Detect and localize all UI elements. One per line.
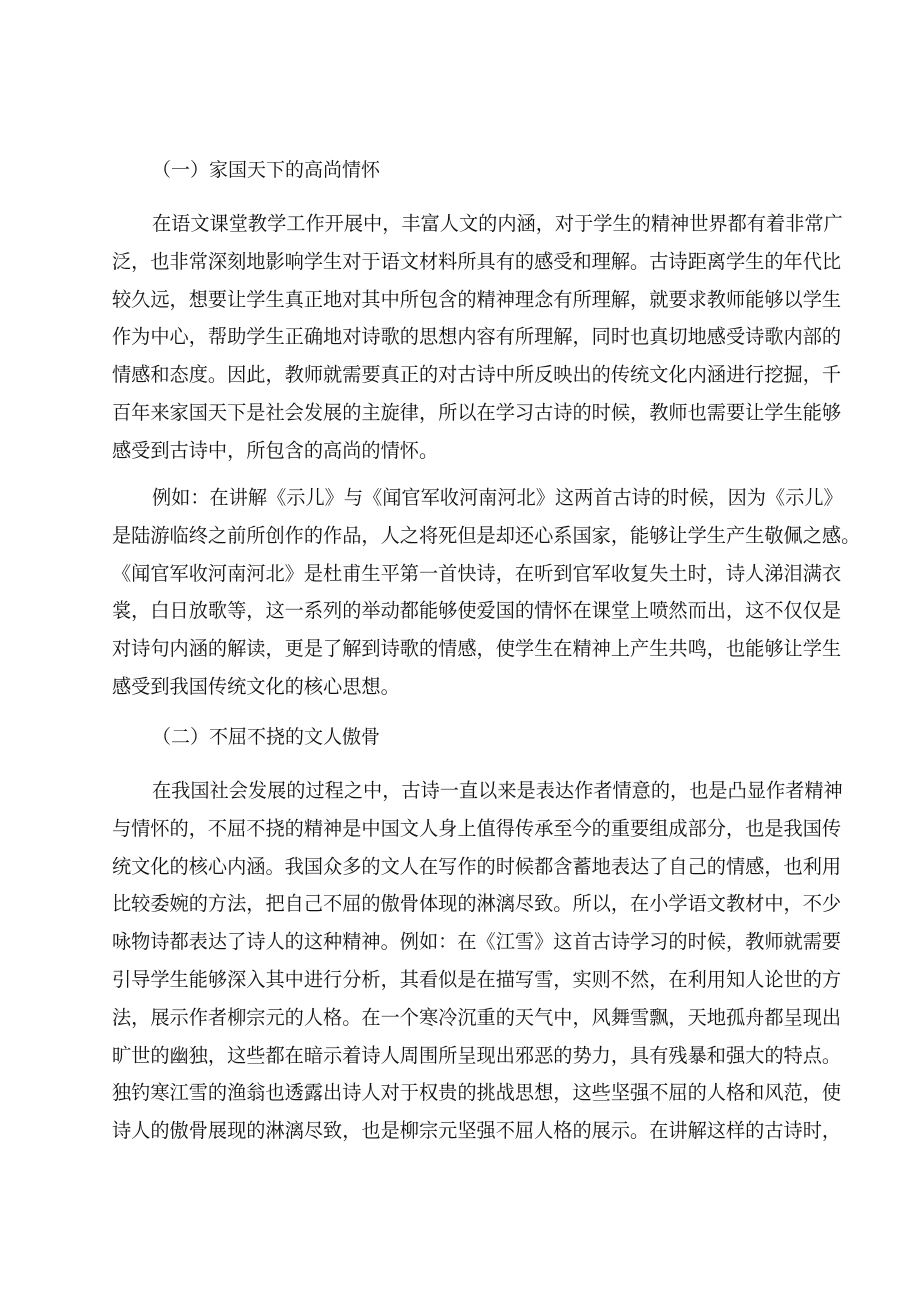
- paragraph-line: 作为中心，帮助学生正确地对诗歌的思想内容有所理解，同时也真切地感受诗歌内部的: [112, 325, 842, 349]
- paragraph-line: 对诗句内涵的解读，更是了解到诗歌的情感，使学生在精神上产生共鸣，也能够让学生: [112, 637, 842, 661]
- paragraph-line: 与情怀的，不屈不挠的精神是中国文人身上值得传承至今的重要组成部分，也是我国传: [112, 816, 842, 840]
- paragraph-line: 例如：在讲解《示儿》与《闻官军收河南河北》这两首古诗的时候，因为《示儿》: [152, 486, 843, 509]
- paragraph-line: 旷世的幽独，这些都在暗示着诗人周围所呈现出邪恶的势力，具有残暴和强大的特点。: [112, 1043, 842, 1067]
- paragraph-line: 《闻官军收河南河北》是杜甫生平第一首快诗，在听到官军收复失土时，诗人涕泪满衣: [112, 561, 842, 585]
- paragraph-3: [112, 772, 843, 1150]
- paragraph-line: 法，展示作者柳宗元的人格。在一个寒冷沉重的天气中，风舞雪飘，天地孤舟都呈现出: [112, 1005, 842, 1029]
- paragraph-line: 诗人的傲骨展现的淋漓尽致，也是柳宗元坚强不屈人格的展示。在讲解这样的古诗时，: [112, 1119, 842, 1143]
- paragraph-line: 感受到古诗中，所包含的高尚的情怀。: [112, 438, 439, 462]
- paragraph-line: 裳，白日放歌等，这一系列的举动都能够使爱国的情怀在课堂上喷然而出，这不仅仅是: [112, 599, 842, 623]
- paragraph-2: [112, 479, 861, 706]
- paragraph-line: 感受到我国传统文化的核心思想。: [112, 674, 400, 698]
- paragraph-line: 引导学生能够深入其中进行分析，其看似是在描写雪，实则不然，在利用知人论世的方: [112, 967, 842, 991]
- paragraph-line: 在语文课堂教学工作开展中，丰富人文的内涵，对于学生的精神世界都有着非常广: [152, 212, 843, 235]
- paragraph-line: 独钓寒江雪的渔翁也透露出诗人对于权贵的挑战思想，这些坚强不屈的人格和风范，使: [112, 1081, 842, 1105]
- paragraph-line: 比较委婉的方法，把自己不屈的傲骨体现的淋漓尽致。所以，在小学语文教材中，不少: [112, 892, 842, 916]
- section-heading-1: （一）家国天下的高尚情怀: [152, 159, 381, 181]
- paragraph-1: [112, 205, 843, 470]
- section-heading-2: （二）不屈不挠的文人傲骨: [152, 726, 381, 748]
- paragraph-line: 咏物诗都表达了诗人的这种精神。例如：在《江雪》这首古诗学习的时候，教师就需要: [112, 930, 842, 954]
- paragraph-line: 泛，也非常深刻地影响学生对于语文材料所具有的感受和理解。古诗距离学生的年代比: [112, 249, 842, 273]
- paragraph-line: 较久远，想要让学生真正地对其中所包含的精神理念有所理解，就要求教师能够以学生: [112, 287, 842, 311]
- paragraph-line: 情感和态度。因此，教师就需要真正的对古诗中所反映出的传统文化内涵进行挖掘，千: [112, 363, 842, 387]
- paragraph-line: 是陆游临终之前所创作的作品，人之将死但是却还心系国家，能够让学生产生敬佩之感。: [112, 523, 861, 547]
- paragraph-line: 统文化的核心内涵。我国众多的文人在写作的时候都含蓄地表达了自己的情感，也利用: [112, 854, 842, 878]
- paragraph-line: 百年来家国天下是社会发展的主旋律，所以在学习古诗的时候，教师也需要让学生能够: [112, 400, 842, 424]
- paragraph-line: 在我国社会发展的过程之中，古诗一直以来是表达作者情意的，也是凸显作者精神: [152, 779, 843, 802]
